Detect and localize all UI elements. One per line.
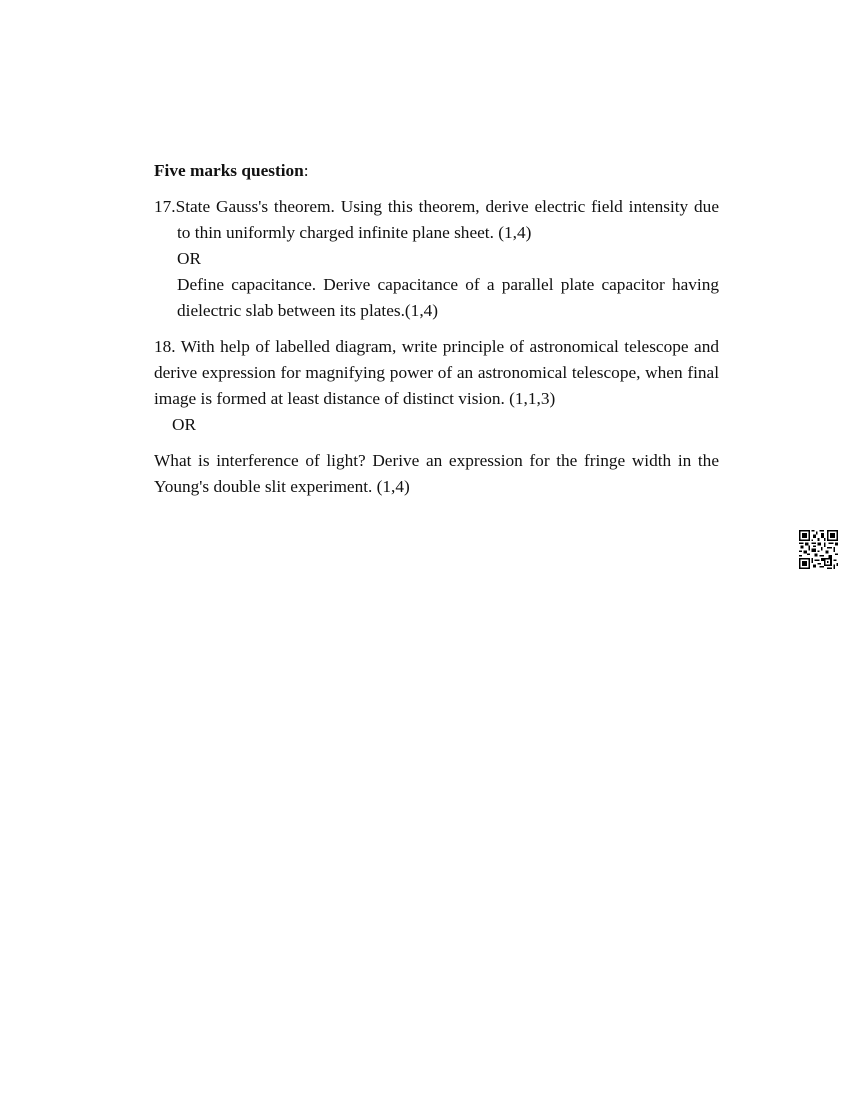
question-18-or: OR — [172, 415, 197, 434]
section-heading-colon: : — [303, 161, 309, 180]
question-18-alternative: What is interference of light? Derive an expression for the fringe width in the Young's double slit experiment. (1,4) — [154, 451, 719, 496]
question-18-text: 18. With help of labelled diagram, write principle of astronomical telescope and derive expression for magnifying power of an astronomical telescope, when final image is formed at least distance of distinct vision. (1,1,3) — [154, 337, 719, 408]
question-17 — [154, 194, 719, 324]
section-heading — [154, 158, 719, 184]
qr-code-icon — [799, 530, 838, 569]
question-17-text: 17.State Gauss's theorem. Using this theorem, derive electric field intensity due to thin uniformly charged infinite plane sheet. (1,4) — [154, 197, 719, 242]
question-17-alternative: Define capacitance. Derive capacitance of a parallel plate capacitor having dielectric slab between its plates.(1,4) — [177, 275, 719, 320]
question-17-or: OR — [177, 249, 202, 268]
question-section — [154, 158, 719, 500]
section-heading-text: Five marks question — [154, 161, 304, 180]
question-18 — [154, 334, 719, 500]
